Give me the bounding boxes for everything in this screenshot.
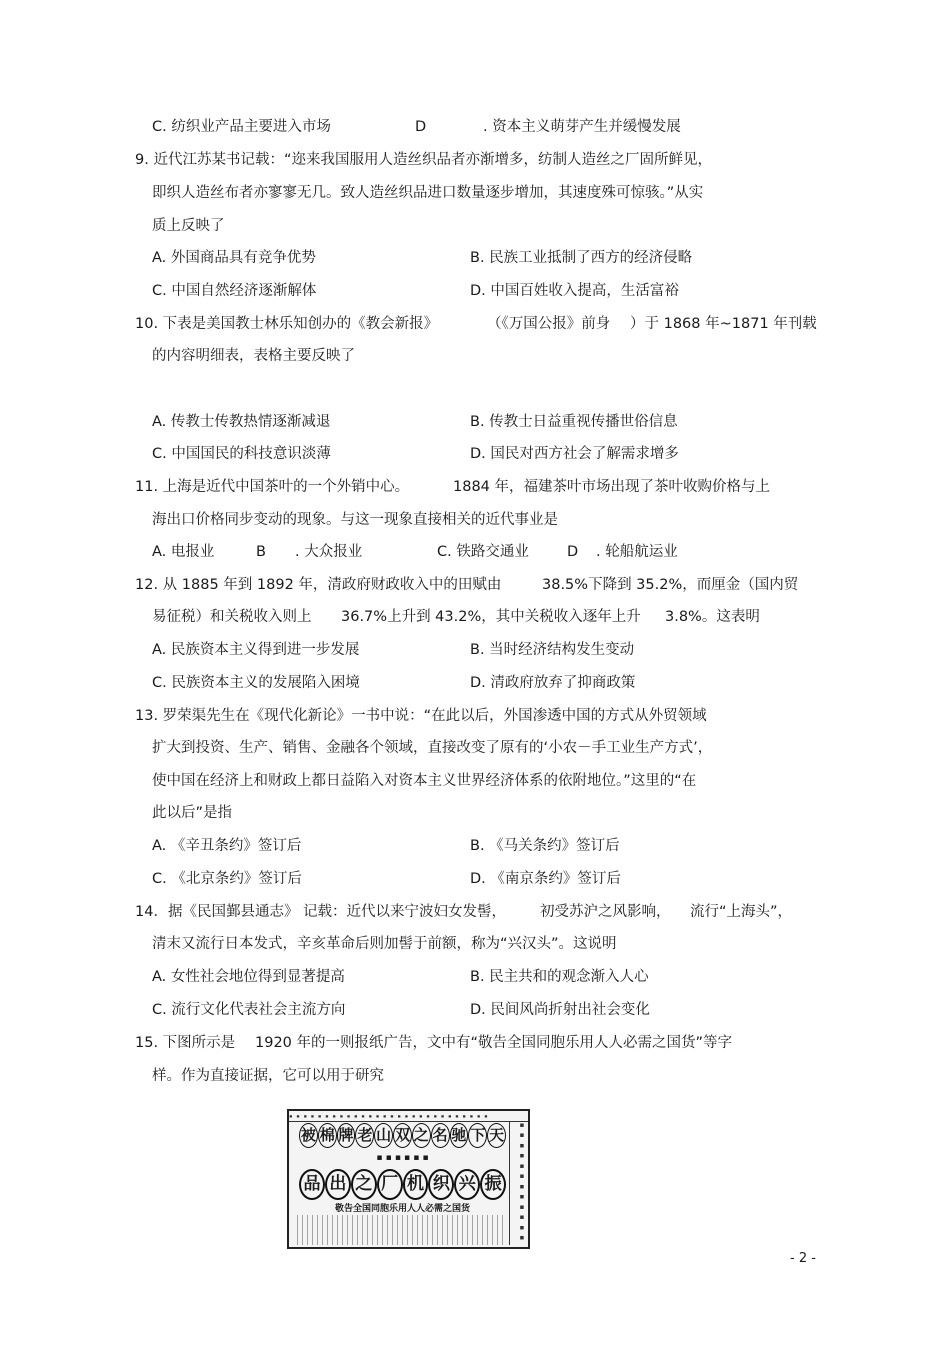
text-line: 质上反映了 (152, 218, 225, 234)
text-line: B. 民族工业抵制了西方的经济侵略 (470, 250, 693, 266)
text-line: 1884 年，福建茶叶市场出现了茶叶收购价格与上 (453, 479, 771, 495)
text-line: 3.8%。这表明 (665, 609, 760, 625)
text-line: D. 民间风尚折射出社会变化 (470, 1002, 650, 1018)
ad-character: 被 (299, 1123, 318, 1148)
newspaper-header-strip: ▪ ▪ ▪ ▪ ▪ ▪ ▪ ▪ ▪ ▪ ▪ ▪ ▪ ▪ ▪ ▪ ▪ ▪ ▪ ▪ ▪ ▪ ▪ ▪ ▪ ▪ ▪ ▪ (289, 1113, 528, 1122)
ad-character: 名 (431, 1123, 450, 1148)
ad-character: 兴 (454, 1169, 480, 1200)
text-line: 的内容明细表，表格主要反映了 (152, 348, 355, 364)
text-line: B (256, 544, 266, 560)
ad-subline: ▪ ▪ ▪ ▪ ▪ ▪ (376, 1153, 429, 1163)
text-line: D (567, 544, 579, 560)
text-line: B. 当时经济结构发生变动 (470, 642, 635, 658)
text-line: C. 纺织业产品主要进入市场 (152, 119, 331, 135)
ad-character: 驰 (450, 1123, 469, 1148)
text-line: C. 民族资本主义的发展陷入困境 (152, 675, 360, 691)
ad-character: 天 (487, 1123, 506, 1148)
ad-headline-row (299, 1123, 506, 1148)
text-line: 样。作为直接证据，它可以用于研究 (152, 1068, 384, 1084)
text-line: A. 《辛丑条约》签订后 (152, 838, 302, 854)
text-line: 38.5%下降到 35.2%，而厘金（国内贸 (542, 577, 799, 593)
ad-main-title-row (299, 1169, 506, 1200)
text-line: 流行“上海头”， (690, 904, 793, 920)
text-line: C. 中国自然经济逐渐解体 (152, 283, 317, 299)
text-line: 扩大到投资、生产、销售、金融各个领域，直接改变了原有的‘小农－手工业生产方式’， (152, 740, 713, 756)
text-line: 11. 上海是近代中国茶叶的一个外销中心。 (135, 479, 410, 495)
ad-character: 山 (374, 1123, 393, 1148)
text-line: 清末又流行日本发式，辛亥革命后则加髻于前额，称为“兴汉头”。这说明 (152, 936, 617, 952)
text-line: . 轮船航运业 (596, 544, 678, 560)
text-line: 12. 从 1885 年到 1892 年，清政府财政收入中的田赋由 (135, 577, 502, 593)
text-line: 14．据《民国鄞县通志》 记载：近代以来宁波妇女发髻， (135, 904, 507, 920)
text-line: 36.7%上升到 43.2%，其中关税收入逐年上升 (341, 609, 641, 625)
text-line: D. 《南京条约》签订后 (470, 871, 621, 887)
ad-slogan: 敬告全国同胞乐用人人必需之国货 (334, 1204, 470, 1214)
text-line: 初受苏沪之风影响， (540, 904, 671, 920)
text-line: （《万国公报》前身 (487, 316, 611, 332)
ad-character: 牌 (337, 1123, 356, 1148)
ad-side-column: ▪ ▪ ▪ ▪ ▪ ▪ ▪ ▪ ▪ ▪ ▪ ▪ (509, 1121, 526, 1245)
ad-character: 出 (325, 1169, 351, 1200)
ad-character: 振 (480, 1169, 506, 1200)
text-line: B. 《马关条约》签订后 (470, 838, 620, 854)
ad-character: 棉 (318, 1123, 337, 1148)
text-line: 易征税）和关税收入则上 (152, 609, 312, 625)
text-line: 15. 下图所示是 (135, 1035, 236, 1051)
text-line: 13. 罗荣渠先生在《现代化新论》一书中说：“在此以后，外国渗透中国的方式从外贸领域 (135, 708, 707, 724)
text-line: 10. 下表是美国教士林乐知创办的《教会新报》 (135, 316, 439, 332)
text-line: D. 国民对西方社会了解需求增多 (470, 446, 679, 462)
ad-character: 之 (351, 1169, 377, 1200)
text-line: A. 外国商品具有竞争优势 (152, 250, 316, 266)
text-line: C. 中国国民的科技意识淡薄 (152, 446, 331, 462)
ad-character: 品 (299, 1169, 325, 1200)
ad-character: 老 (355, 1123, 374, 1148)
text-line: . 大众报业 (295, 544, 363, 560)
text-line: C. 铁路交通业 (437, 544, 529, 560)
text-line: 1920 年的一则报纸广告，文中有“敬告全国同胞乐用人人必需之国货”等字 (255, 1035, 733, 1051)
page-number: - 2 - (790, 1251, 816, 1266)
text-line: 即织人造丝布者亦寥寥无几。致人造丝织品进口数量逐步增加，其速度殊可惊骇。”从实 (152, 185, 704, 201)
text-line: D. 清政府放弃了抑商政策 (470, 675, 636, 691)
text-line: A. 电报业 (152, 544, 215, 560)
ad-character: 双 (393, 1123, 412, 1148)
text-line: C. 《北京条约》签订后 (152, 871, 302, 887)
text-line: D (415, 119, 427, 135)
ad-character: 机 (403, 1169, 429, 1200)
ad-character: 下 (468, 1123, 487, 1148)
text-line: A. 传教士传教热情逐渐减退 (152, 414, 331, 430)
ad-fine-print (297, 1215, 506, 1245)
text-line: B. 传教士日益重视传播世俗信息 (470, 414, 678, 430)
text-line: C. 流行文化代表社会主流方向 (152, 1002, 346, 1018)
text-line: B. 民主共和的观念渐入人心 (470, 969, 649, 985)
text-line: 9. 近代江苏某书记载：“迩来我国服用人造丝织品者亦渐增多，纺制人造丝之厂固所鲜见， (135, 152, 712, 168)
text-line: 使中国在经济上和财政上都日益陷入对资本主义世界经济体系的依附地位。”这里的“在 (152, 773, 697, 789)
text-line: . 资本主义萌芽产生并缓慢发展 (483, 119, 681, 135)
text-line: A. 女性社会地位得到显著提高 (152, 969, 345, 985)
text-line: ）于 1868 年~1871 年刊载 (630, 316, 817, 332)
text-line: D. 中国百姓收入提高，生活富裕 (470, 283, 679, 299)
ad-character: 织 (428, 1169, 454, 1200)
newspaper-advertisement-image (287, 1109, 530, 1249)
text-line: 海出口价格同步变动的现象。与这一现象直接相关的近代事业是 (152, 512, 558, 528)
text-line: A. 民族资本主义得到进一步发展 (152, 642, 360, 658)
text-line: 此以后”是指 (152, 805, 233, 821)
ad-character: 厂 (377, 1169, 403, 1200)
ad-character: 之 (412, 1123, 431, 1148)
